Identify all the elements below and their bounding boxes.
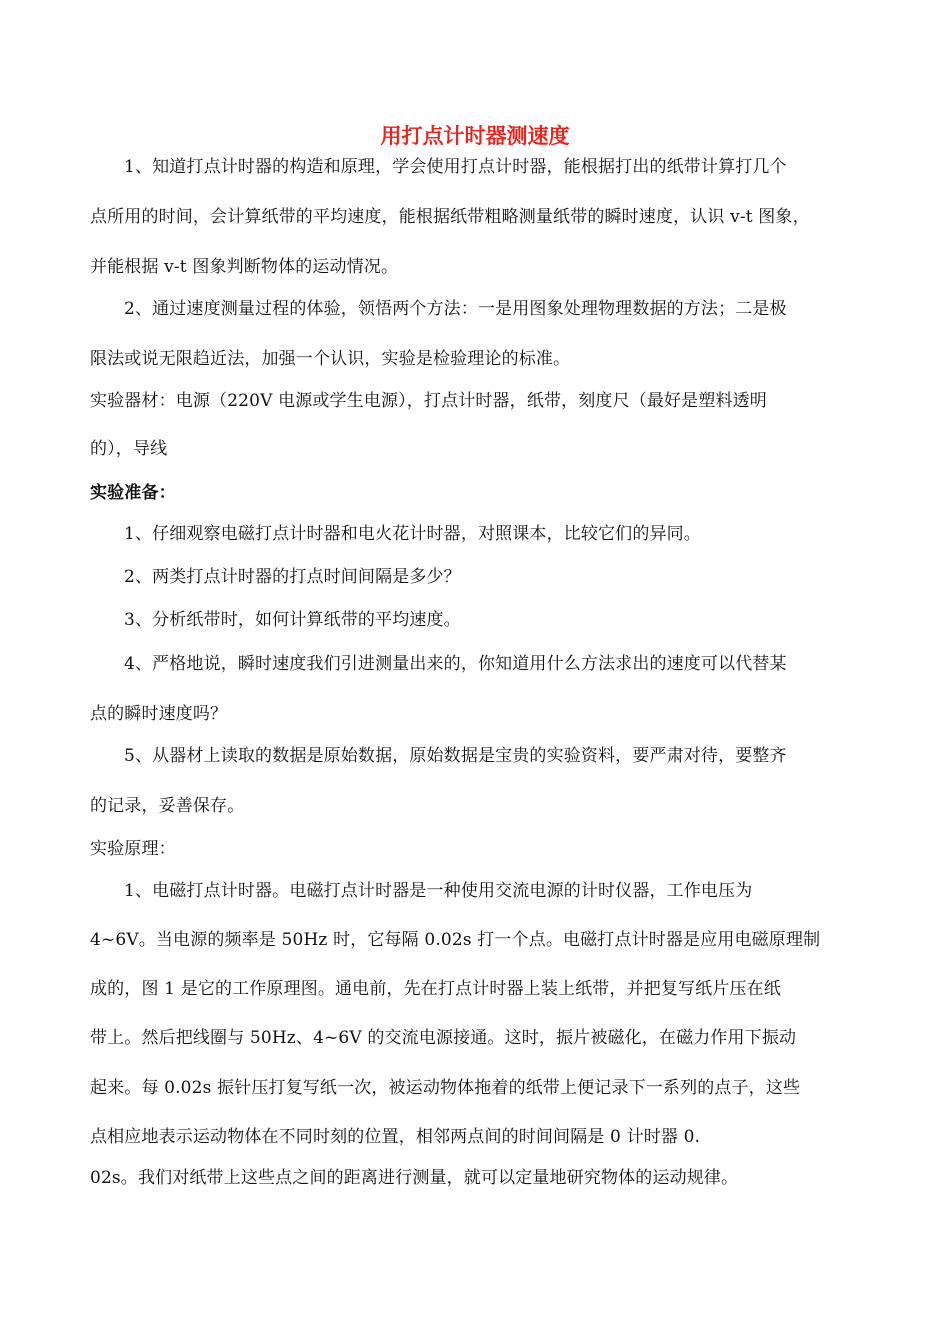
principle-line-1: 1、电磁打点计时器。电磁打点计时器是一种使用交流电源的计时仪器，工作电压为 xyxy=(124,881,753,901)
principle-line-5: 起来。每 0.02s 振针压打复写纸一次，被运动物体拖着的纸带上便记录下一系列的点子，这些 xyxy=(90,1078,801,1098)
principle-line-7: 02s。我们对纸带上这些点之间的距离进行测量，就可以定量地研究物体的运动规律。 xyxy=(90,1168,739,1188)
preparation-item-4-line-2: 点的瞬时速度吗？ xyxy=(90,704,228,724)
equipment-line-1: 实验器材：电源（220V 电源或学生电源），打点计时器，纸带，刻度尺（最好是塑料透明 xyxy=(90,391,767,411)
goal-1-line-1: 1、知道打点计时器的构造和原理，学会使用打点计时器，能根据打出的纸带计算打几个 xyxy=(124,157,787,177)
document-title: 用打点计时器测速度 xyxy=(380,123,570,148)
preparation-heading: 实验准备： xyxy=(90,483,176,503)
principle-line-6: 点相应地表示运动物体在不同时刻的位置，相邻两点间的时间间隔是 0 计时器 0. xyxy=(90,1127,701,1147)
goal-2-line-2: 限法或说无限趋近法，加强一个认识，实验是检验理论的标准。 xyxy=(90,349,571,369)
principle-heading: 实验原理： xyxy=(90,839,176,859)
equipment-line-2: 的），导线 xyxy=(90,439,168,459)
goal-1-line-3: 并能根据 v-t 图象判断物体的运动情况。 xyxy=(90,257,399,277)
preparation-item-5-line-1: 5、从器材上读取的数据是原始数据，原始数据是宝贵的实验资料，要严肃对待，要整齐 xyxy=(124,746,787,766)
preparation-item-1: 1、仔细观察电磁打点计时器和电火花计时器，对照课本，比较它们的异同。 xyxy=(124,524,701,544)
preparation-item-5-line-2: 的记录，妥善保存。 xyxy=(90,796,245,816)
principle-line-3: 成的，图 1 是它的工作原理图。通电前，先在打点计时器上装上纸带，并把复写纸片压在纸 xyxy=(90,979,781,999)
principle-line-4: 带上。然后把线圈与 50Hz、4~6V 的交流电源接通。这时，振片被磁化，在磁力作用下振动 xyxy=(90,1028,797,1048)
preparation-item-3: 3、分析纸带时，如何计算纸带的平均速度。 xyxy=(124,610,461,630)
goal-2-line-1: 2、通过速度测量过程的体验，领悟两个方法：一是用图象处理物理数据的方法；二是极 xyxy=(124,299,787,319)
preparation-item-4-line-1: 4、严格地说，瞬时速度我们引进测量出来的，你知道用什么方法求出的速度可以代替某 xyxy=(124,654,787,674)
goal-1-line-2: 点所用的时间，会计算纸带的平均速度，能根据纸带粗略测量纸带的瞬时速度，认识 v-t 图象， xyxy=(90,207,810,227)
preparation-item-2: 2、两类打点计时器的打点时间间隔是多少？ xyxy=(124,567,461,587)
principle-line-2: 4~6V。当电源的频率是 50Hz 时，它每隔 0.02s 打一个点。电磁打点计时器是应用电磁原理制 xyxy=(90,930,821,950)
